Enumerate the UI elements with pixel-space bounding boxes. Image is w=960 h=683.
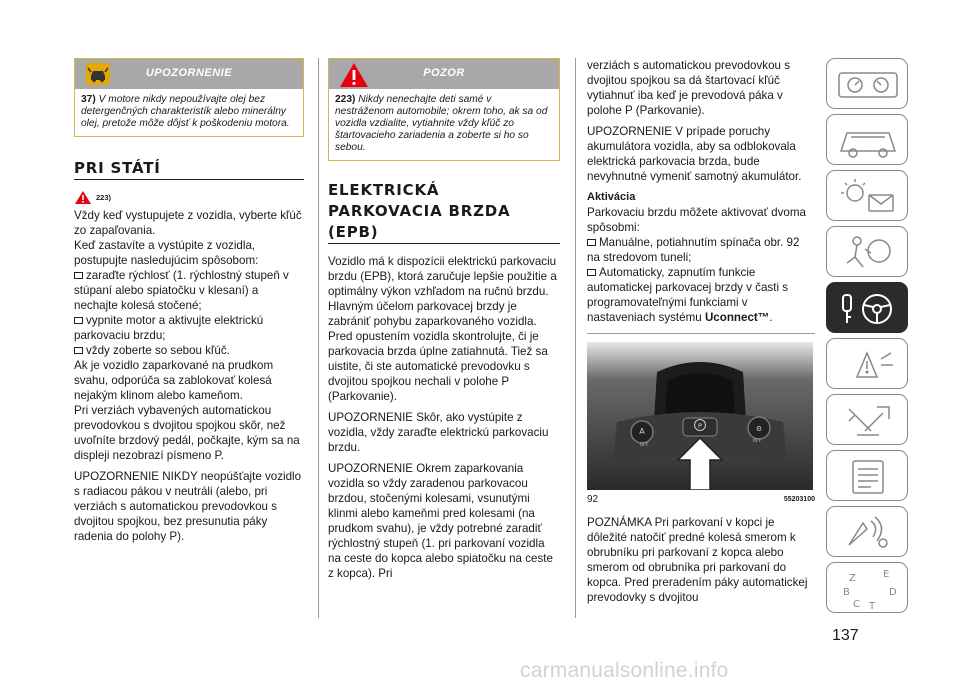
- column-2: [328, 58, 560, 581]
- paragraph: Keď zastavíte a vystúpite z vozidla, postupujte nasledujúcim spôsobom:: [74, 239, 259, 267]
- warning-text: V motore nikdy nepoužívajte olej bez detergenčných charakteristík alebo minerálny olej, pretože môže dôjsť k poškodeniu motora.: [81, 94, 290, 129]
- warning-text: Nikdy nenechajte deti samé v nestráženom automobile; okrem toho, ak sa od vozidla vzdialite, vytiahnite vždy kľúč zo štartovacieho zariadenia a zoberte si ho so sebou.: [335, 94, 548, 153]
- esc-off-label: OFF: [752, 439, 762, 444]
- bullet-item: Manuálne, potiahnutím spínača obr. 92 na stredovom tuneli;: [587, 236, 800, 264]
- bullet-square-icon: [74, 272, 83, 279]
- paragraph: UPOZORNENIE V prípade poruchy akumulátora vozidla, aby sa odblokovala elektrická parkovacia brzda, bude nevyhnutné vymeniť samotný akumulátor.: [587, 125, 802, 183]
- col1-body: [74, 208, 304, 544]
- column-divider-2: [575, 58, 576, 618]
- auto-start-off-label: OFF: [639, 443, 649, 448]
- svg-text:E: E: [883, 569, 890, 580]
- paragraph: Hlavným účelom parkovacej brzdy je zabrániť pohybu zaparkovaného vozidla. Pred opustením vozidla skontrolujte, či je parkovacia brzda úplne zatiahnutá. Tiež sa uistite, či ste automatické prevodovku s dvojitou spojkou nechali v polohe P (Parkovanie).: [328, 300, 548, 403]
- paragraph: UPOZORNENIE Okrem zaparkovania vozidla so vždy zaradenou parkovacou brzdou, stočenými kolesami, vsunutými klinmi alebo kameňmi pred kolesami (na prudkom svahu), je vždy potrebné zaradiť rýchlostný stupeň (1. pri parkovaní vozidla na ceste do kopca alebo spiatočku na ceste z kopca). Pri: [328, 462, 553, 580]
- warning-number: 37): [81, 94, 96, 105]
- epb-switch-illustration: [587, 342, 813, 490]
- figure-number: 92: [587, 494, 599, 505]
- bullet-square-icon: [74, 317, 83, 324]
- warning-lights-icon: [827, 171, 909, 222]
- column-1: [74, 58, 304, 544]
- warning-box-pozor: [328, 58, 560, 161]
- subheading-aktivacia: Aktivácia: [587, 191, 636, 203]
- alphabetical-index-icon: [827, 563, 909, 614]
- svg-text:⚙: ⚙: [755, 425, 763, 433]
- svg-text:B: B: [843, 587, 850, 598]
- bullet-square-icon: [587, 269, 596, 276]
- section-title-pri-stati: PRI STÁTÍ: [74, 159, 304, 180]
- tab-starting-driving[interactable]: [826, 282, 908, 333]
- page-number: 137: [832, 627, 859, 644]
- bullet-item: zaraďte rýchlosť (1. rýchlostný stupeň v stúpaní alebo spiatočku v klesaní) a nechajte kolesá stočené;: [74, 269, 289, 312]
- warning-header: [329, 59, 559, 89]
- tab-dashboard[interactable]: [826, 58, 908, 109]
- col3-body: [587, 58, 815, 325]
- column-divider-1: [318, 58, 319, 618]
- hazard-icon: [827, 339, 909, 390]
- col2-body: [328, 254, 560, 581]
- tab-emergency[interactable]: [826, 338, 908, 389]
- paragraph: Pri verziách vybavených automatickou prevodovkou s dvojitou spojkou skôr, než uvoľníte brzdový pedál, počkajte, kým sa na displeji nezobrazí písmeno P.: [74, 404, 300, 462]
- maintenance-icon: [827, 395, 909, 446]
- svg-text:Z: Z: [849, 573, 856, 584]
- tab-safety[interactable]: [826, 226, 908, 277]
- figure-code: 55203100: [783, 496, 815, 503]
- airbag-icon: [827, 227, 909, 278]
- car-interior-icon: [827, 115, 909, 166]
- tab-technical-data[interactable]: [826, 450, 908, 501]
- paragraph: Vždy keď vystupujete z vozidla, vyberte kľúč zo zapaľovania.: [74, 209, 302, 237]
- section-title-line-3: (EPB): [328, 223, 560, 244]
- tab-multimedia[interactable]: [826, 506, 908, 557]
- paragraph: UPOZORNENIE Skôr, ako vystúpite z vozidla, vždy zaraďte elektrickú parkovaciu brzdu.: [328, 411, 549, 454]
- key-steering-wheel-icon: [827, 283, 909, 334]
- bullet-square-icon: [587, 239, 596, 246]
- section-title-line-1: ELEKTRICKÁ: [328, 181, 440, 199]
- paragraph: Ak je vozidlo zaparkované na prudkom svahu, odporúča sa zablokovať kolesá nejakým klinom alebo kameňom.: [74, 359, 274, 402]
- warning-box-upozornenie: [74, 58, 304, 137]
- watermark: carmanualsonline.info: [520, 659, 729, 682]
- tab-index[interactable]: [826, 562, 908, 613]
- col3-body-2: [587, 515, 815, 605]
- tab-vehicle-knowledge[interactable]: [826, 114, 908, 165]
- svg-text:C: C: [853, 599, 860, 610]
- svg-text:T: T: [869, 601, 876, 612]
- figure-caption: [587, 494, 815, 505]
- uconnect-label: Uconnect™: [704, 311, 770, 324]
- svg-text:A: A: [639, 427, 645, 436]
- bullet-item: vždy zoberte so sebou kľúč.: [74, 343, 304, 358]
- warning-ref-number: 223): [96, 193, 112, 202]
- tab-maintenance[interactable]: [826, 394, 908, 445]
- bullet-item: Automaticky, zapnutím funkcie automatickej parkovacej brzdy v časti s programovateľnými funkciami v nastaveniach systému Uconnect™.: [587, 266, 789, 324]
- bullet-item: vypnite motor a aktivujte elektrickú parkovaciu brzdu;: [74, 314, 264, 342]
- svg-text:D: D: [889, 587, 897, 598]
- tab-lights-indicators[interactable]: [826, 170, 908, 221]
- warning-number: 223): [335, 94, 356, 105]
- paragraph: POZNÁMKA Pri parkovaní v kopci je dôležité natočiť predné kolesá smerom k obrubníku pri parkovaní z kopca alebo smerom od obrubníka pri parkovaní do kopca. Pred preradením páky automatickej prevodovky s dvojitou: [587, 516, 808, 604]
- warning-title: UPOZORNENIE: [145, 67, 233, 79]
- dashboard-icon: [827, 59, 909, 110]
- paragraph: Vozidlo má k dispozícii elektrickú parkovaciu brzdu (EPB), ktorá zaručuje lepšie použitie a optimálny výkon vzhľadom na ručnú brzdu.: [328, 255, 557, 298]
- warning-reference: [74, 190, 304, 205]
- technical-data-icon: [827, 451, 909, 502]
- bullet-square-icon: [74, 347, 83, 354]
- chapter-tabs: [826, 58, 908, 618]
- warning-header: [75, 59, 303, 89]
- multimedia-icon: [827, 507, 909, 558]
- warning-title: POZOR: [423, 67, 465, 79]
- warning-body: [329, 89, 559, 160]
- warning-body: [75, 89, 303, 136]
- paragraph: UPOZORNENIE NIKDY neopúšťajte vozidlo s radiacou pákou v neutráli (alebo, pri verziách s automatickou prevodovkou s dvojitou spojkou, bez presunutia páky radenia do polohy P).: [74, 470, 302, 543]
- section-title-line-2: PARKOVACIA BRZDA: [328, 202, 511, 220]
- paragraph: Parkovaciu brzdu môžete aktivovať dvoma spôsobmi:: [587, 206, 806, 234]
- figure-epb-switch: [587, 342, 813, 490]
- epb-p-label: P: [698, 422, 702, 430]
- warning-triangle-icon: [74, 190, 92, 205]
- column-3: [587, 58, 815, 605]
- paragraph: verziách s automatickou prevodovkou s dvojitou spojkou sa dá štartovací kľúč vytiahnuť iba keď je prevodová páka v polohe P (Parkovanie).: [587, 59, 790, 117]
